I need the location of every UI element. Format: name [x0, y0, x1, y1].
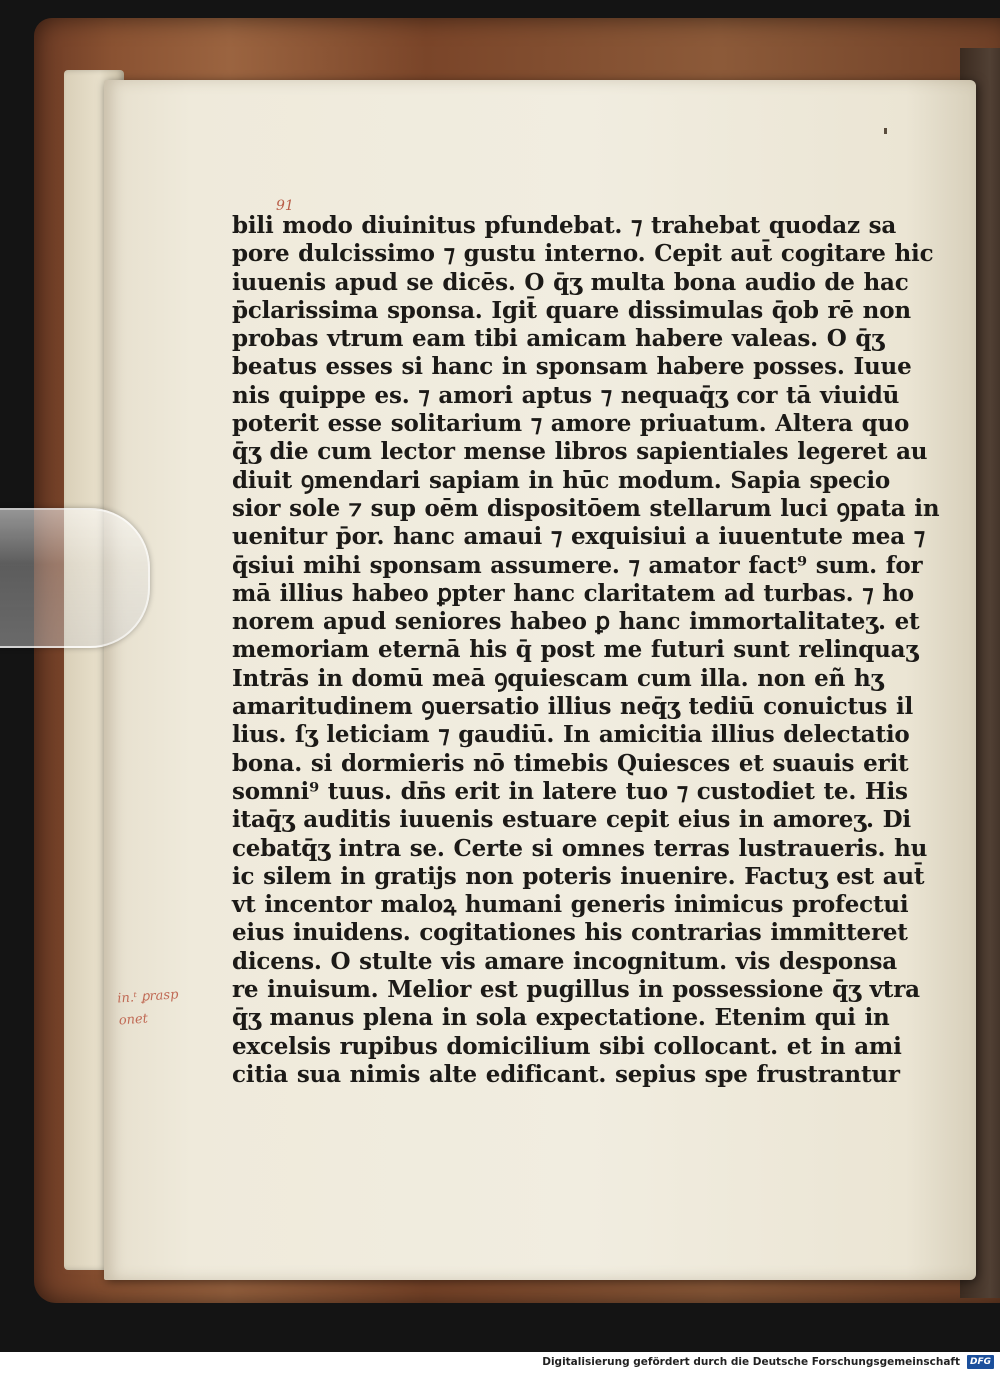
text-line: ic silem in gratijs non poteris inuenire. Factuʒ est aut̄	[232, 862, 925, 890]
text-line: bona. si dormieris nō timebis Quiesces et suauis erit	[232, 749, 909, 777]
page-holder-clip	[0, 508, 150, 648]
text-line: mā illius habeo ꝑpter hanc claritatem ad turbas. ⁊ ho	[232, 579, 914, 607]
text-line: uenitur p̄or. hanc amaui ⁊ exquisiui a iuuentute mea ⁊	[232, 523, 925, 551]
text-line: iuuenis apud se dicēs. O q̄ʒ multa bona audio de hac	[232, 268, 909, 296]
text-line: p̄clarissima sponsa. Igit̄ quare dissimulas q̄ob rē non	[232, 296, 911, 324]
text-line: bili modo diuinitus pfundebat. ⁊ trahebat quodaz sa	[232, 212, 897, 239]
text-line: probas vtrum eam tibi amicam habere valeas. O q̄ʒ	[232, 325, 885, 353]
margin-note-line: onet	[118, 1011, 149, 1029]
text-line: pore dulcissimo ⁊ gustu interno. Cepit aut̄ cogitare hic	[232, 240, 934, 268]
page-mark	[884, 128, 887, 134]
footer-credit: Digitalisierung gefördert durch die Deutsche Forschungsgemeinschaft	[542, 1356, 960, 1368]
footer-bar	[0, 1352, 1000, 1373]
margin-annotation	[117, 982, 220, 1033]
text-block	[232, 212, 940, 1089]
dfg-logo-icon[interactable]: DFG	[967, 1355, 994, 1369]
text-line: dicens. O stulte vis amare incognitum. vis desponsa	[232, 947, 898, 975]
folio-annotation: 91	[276, 198, 294, 214]
text-line: beatus esses si hanc in sponsam habere posses. Iuue	[232, 353, 912, 381]
text-line: nis quippe es. ⁊ amori aptus ⁊ nequaq̄ʒ cor tā viuidū	[232, 381, 900, 409]
text-line: poterit esse solitarium ⁊ amore priuatum. Altera quo	[232, 410, 910, 438]
text-line: excelsis rupibus domicilium sibi collocant. et in ami	[232, 1032, 902, 1060]
text-line: re inuisum. Melior est pugillus in possessione q̄ʒ vtra	[232, 976, 920, 1004]
text-line: norem apud seniores habeo ꝑ hanc immortalitateʒ. et	[232, 608, 920, 636]
text-line: Intrās in domū meā ꝯquiescam cum illa. non eñ hʒ	[232, 664, 884, 692]
text-line: q̄ʒ manus plena in sola expectatione. Etenim qui in	[232, 1004, 890, 1032]
margin-note-line: in.ᵗ ꝑrasp	[116, 987, 179, 1007]
text-line: diuit ꝯmendari sapiam in hūc modum. Sapia specio	[232, 466, 891, 494]
text-line: q̄siui mihi sponsam assumere. ⁊ amator fact⁹ sum. for	[232, 551, 923, 579]
text-line: citia sua nimis alte edificant. sepius spe frustrantur	[232, 1060, 900, 1088]
text-line: vt incentor maloꝝ humani generis inimicus profectui	[232, 891, 909, 919]
text-line: lius. ſʒ leticiam ⁊ gaudiū. In amicitia illius delectatio	[232, 721, 910, 749]
text-line: itaq̄ʒ auditis iuuenis estuare cepit eius in amoreʒ. Di	[232, 806, 911, 834]
text-line: eius inuidens. cogitationes his contrarias immitteret	[232, 919, 908, 947]
text-line: sior sole ⁊ sup oēm dispositōem stellarum luci ꝯpata in	[232, 494, 940, 522]
text-line: memoriam eternā his q̄ post me futuri sunt relinquaʒ	[232, 636, 919, 664]
text-line: q̄ʒ die cum lector mense libros sapientiales legeret au	[232, 438, 928, 466]
text-line: amaritudinem ꝯuersatio illius neq̄ʒ tediū conuictus il	[232, 693, 914, 721]
text-line: somni⁹ tuus. dn̄s erit in latere tuo ⁊ custodiet te. His	[232, 777, 908, 805]
text-line: cebatq̄ʒ intra se. Certe si omnes terras lustraueris. hu	[232, 834, 928, 862]
